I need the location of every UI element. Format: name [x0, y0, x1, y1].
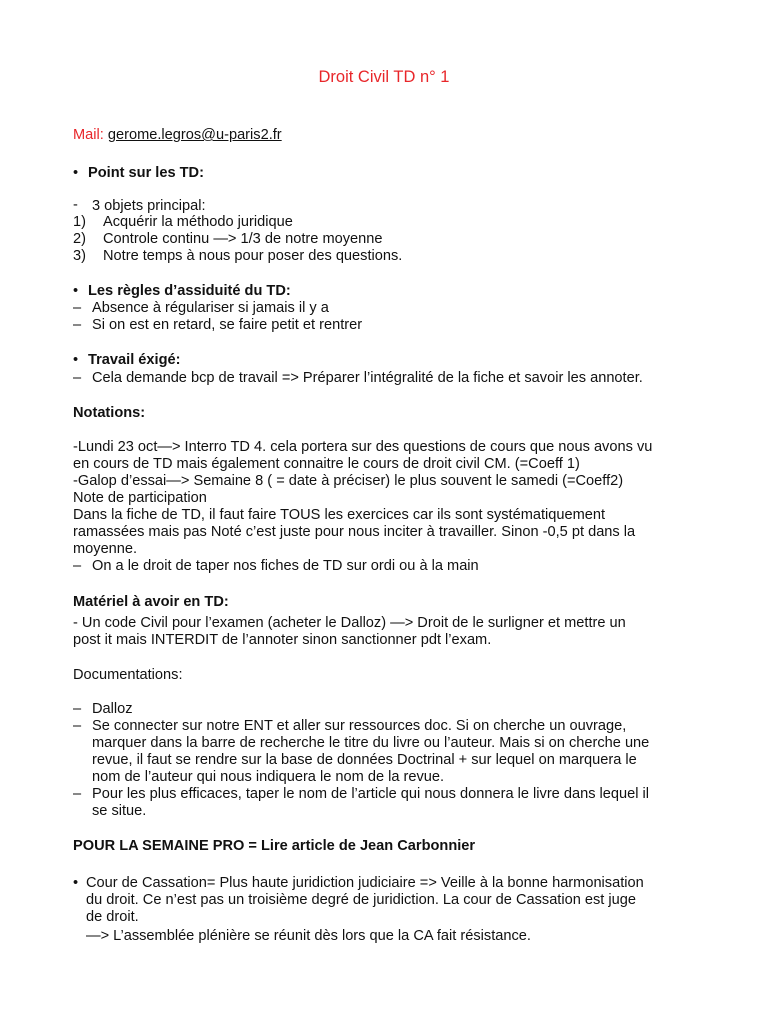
text-line: en cours de TD mais également connaitre le cours de droit civil CM. (=Coeff 1): [73, 456, 580, 472]
text-line: -Galop d’essai—> Semaine 8 ( = date à préciser) le plus souvent le samedi (=Coeff2): [73, 473, 624, 489]
dash-icon: -: [73, 197, 78, 213]
dash-icon: –: [73, 786, 82, 802]
dash-icon: –: [73, 370, 82, 386]
text-line: - Un code Civil pour l’examen (acheter le Dalloz) —> Droit de le surligner et mettre un: [73, 615, 626, 631]
dash-icon: –: [73, 718, 82, 734]
mail-line: [73, 127, 282, 144]
list-item: Absence à régulariser si jamais il y a: [92, 300, 329, 316]
list-item: se situe.: [92, 803, 147, 819]
bullet-icon: •: [73, 875, 79, 891]
section-heading-td: Point sur les TD:: [88, 165, 204, 181]
list-item: Notre temps à nous pour poser des questions.: [103, 248, 403, 264]
text-line: moyenne.: [73, 541, 138, 557]
list-item: revue, il faut se rendre sur la base de données Doctrinal + sur lequel on marquera le: [92, 752, 637, 768]
list-number: 2): [73, 231, 86, 247]
text-line: post it mais INTERDIT de l’annoter sinon sanctionner pdt l’exam.: [73, 632, 492, 648]
section-heading-travail: Travail éxigé:: [88, 352, 181, 368]
list-item: nom de l’auteur qui nous indiquera le nom de la revue.: [92, 769, 445, 785]
text-line: du droit. Ce n’est pas un troisième degré de juridiction. La cour de Cassation est juge: [86, 892, 637, 908]
dash-icon: –: [73, 558, 82, 574]
section-heading-semaine: POUR LA SEMAINE PRO = Lire article de Jean Carbonnier: [73, 838, 476, 854]
dash-icon: –: [73, 300, 82, 316]
section-heading-assiduite: Les règles d’assiduité du TD:: [88, 283, 291, 299]
section-heading-materiel: Matériel à avoir en TD:: [73, 594, 229, 610]
list-item: marquer dans la barre de recherche le titre du livre ou l’auteur. Mais si on cherche une: [92, 735, 650, 751]
list-item: Dalloz: [92, 701, 133, 717]
dash-icon: –: [73, 317, 82, 333]
text-line: -Lundi 23 oct—> Interro TD 4. cela portera sur des questions de cours que nous avons vu: [73, 439, 653, 455]
list-item: Si on est en retard, se faire petit et rentrer: [92, 317, 363, 333]
list-number: 3): [73, 248, 86, 264]
bullet-icon: •: [73, 352, 79, 368]
mail-label: Mail:: [73, 127, 104, 143]
list-item: Se connecter sur notre ENT et aller sur ressources doc. Si on cherche un ouvrage,: [92, 718, 627, 734]
list-item: Controle continu —> 1/3 de notre moyenne: [103, 231, 383, 247]
list-item: Acquérir la méthodo juridique: [103, 214, 293, 230]
section-heading-docs: Documentations:: [73, 667, 183, 683]
text-line: Cour de Cassation= Plus haute juridiction judiciaire => Veille à la bonne harmonisation: [86, 875, 644, 891]
text-line: Dans la fiche de TD, il faut faire TOUS les exercices car ils sont systématiquement: [73, 507, 606, 523]
text-line: ramassées mais pas Noté c’est juste pour nous inciter à travailler. Sinon -0,5 pt dans la: [73, 524, 636, 540]
list-item: Cela demande bcp de travail => Préparer l’intégralité de la fiche et savoir les annoter.: [92, 370, 643, 386]
list-item: On a le droit de taper nos fiches de TD sur ordi ou à la main: [92, 558, 479, 574]
text-line: de droit.: [86, 909, 139, 925]
bullet-icon: •: [73, 283, 79, 299]
objets-intro: 3 objets principal:: [92, 198, 206, 214]
dash-icon: –: [73, 701, 82, 717]
list-number: 1): [73, 214, 86, 230]
list-item: Pour les plus efficaces, taper le nom de l’article qui nous donnera le livre dans lequel il: [92, 786, 650, 802]
email-link[interactable]: gerome.legros@u-paris2.fr: [107, 127, 282, 143]
text-line: Note de participation: [73, 490, 207, 506]
text-line: —> L’assemblée plénière se réunit dès lors que la CA fait résistance.: [86, 928, 531, 944]
page-title: Droit Civil TD n° 1: [318, 68, 450, 86]
section-heading-notations: Notations:: [73, 405, 146, 421]
bullet-icon: •: [73, 165, 79, 181]
